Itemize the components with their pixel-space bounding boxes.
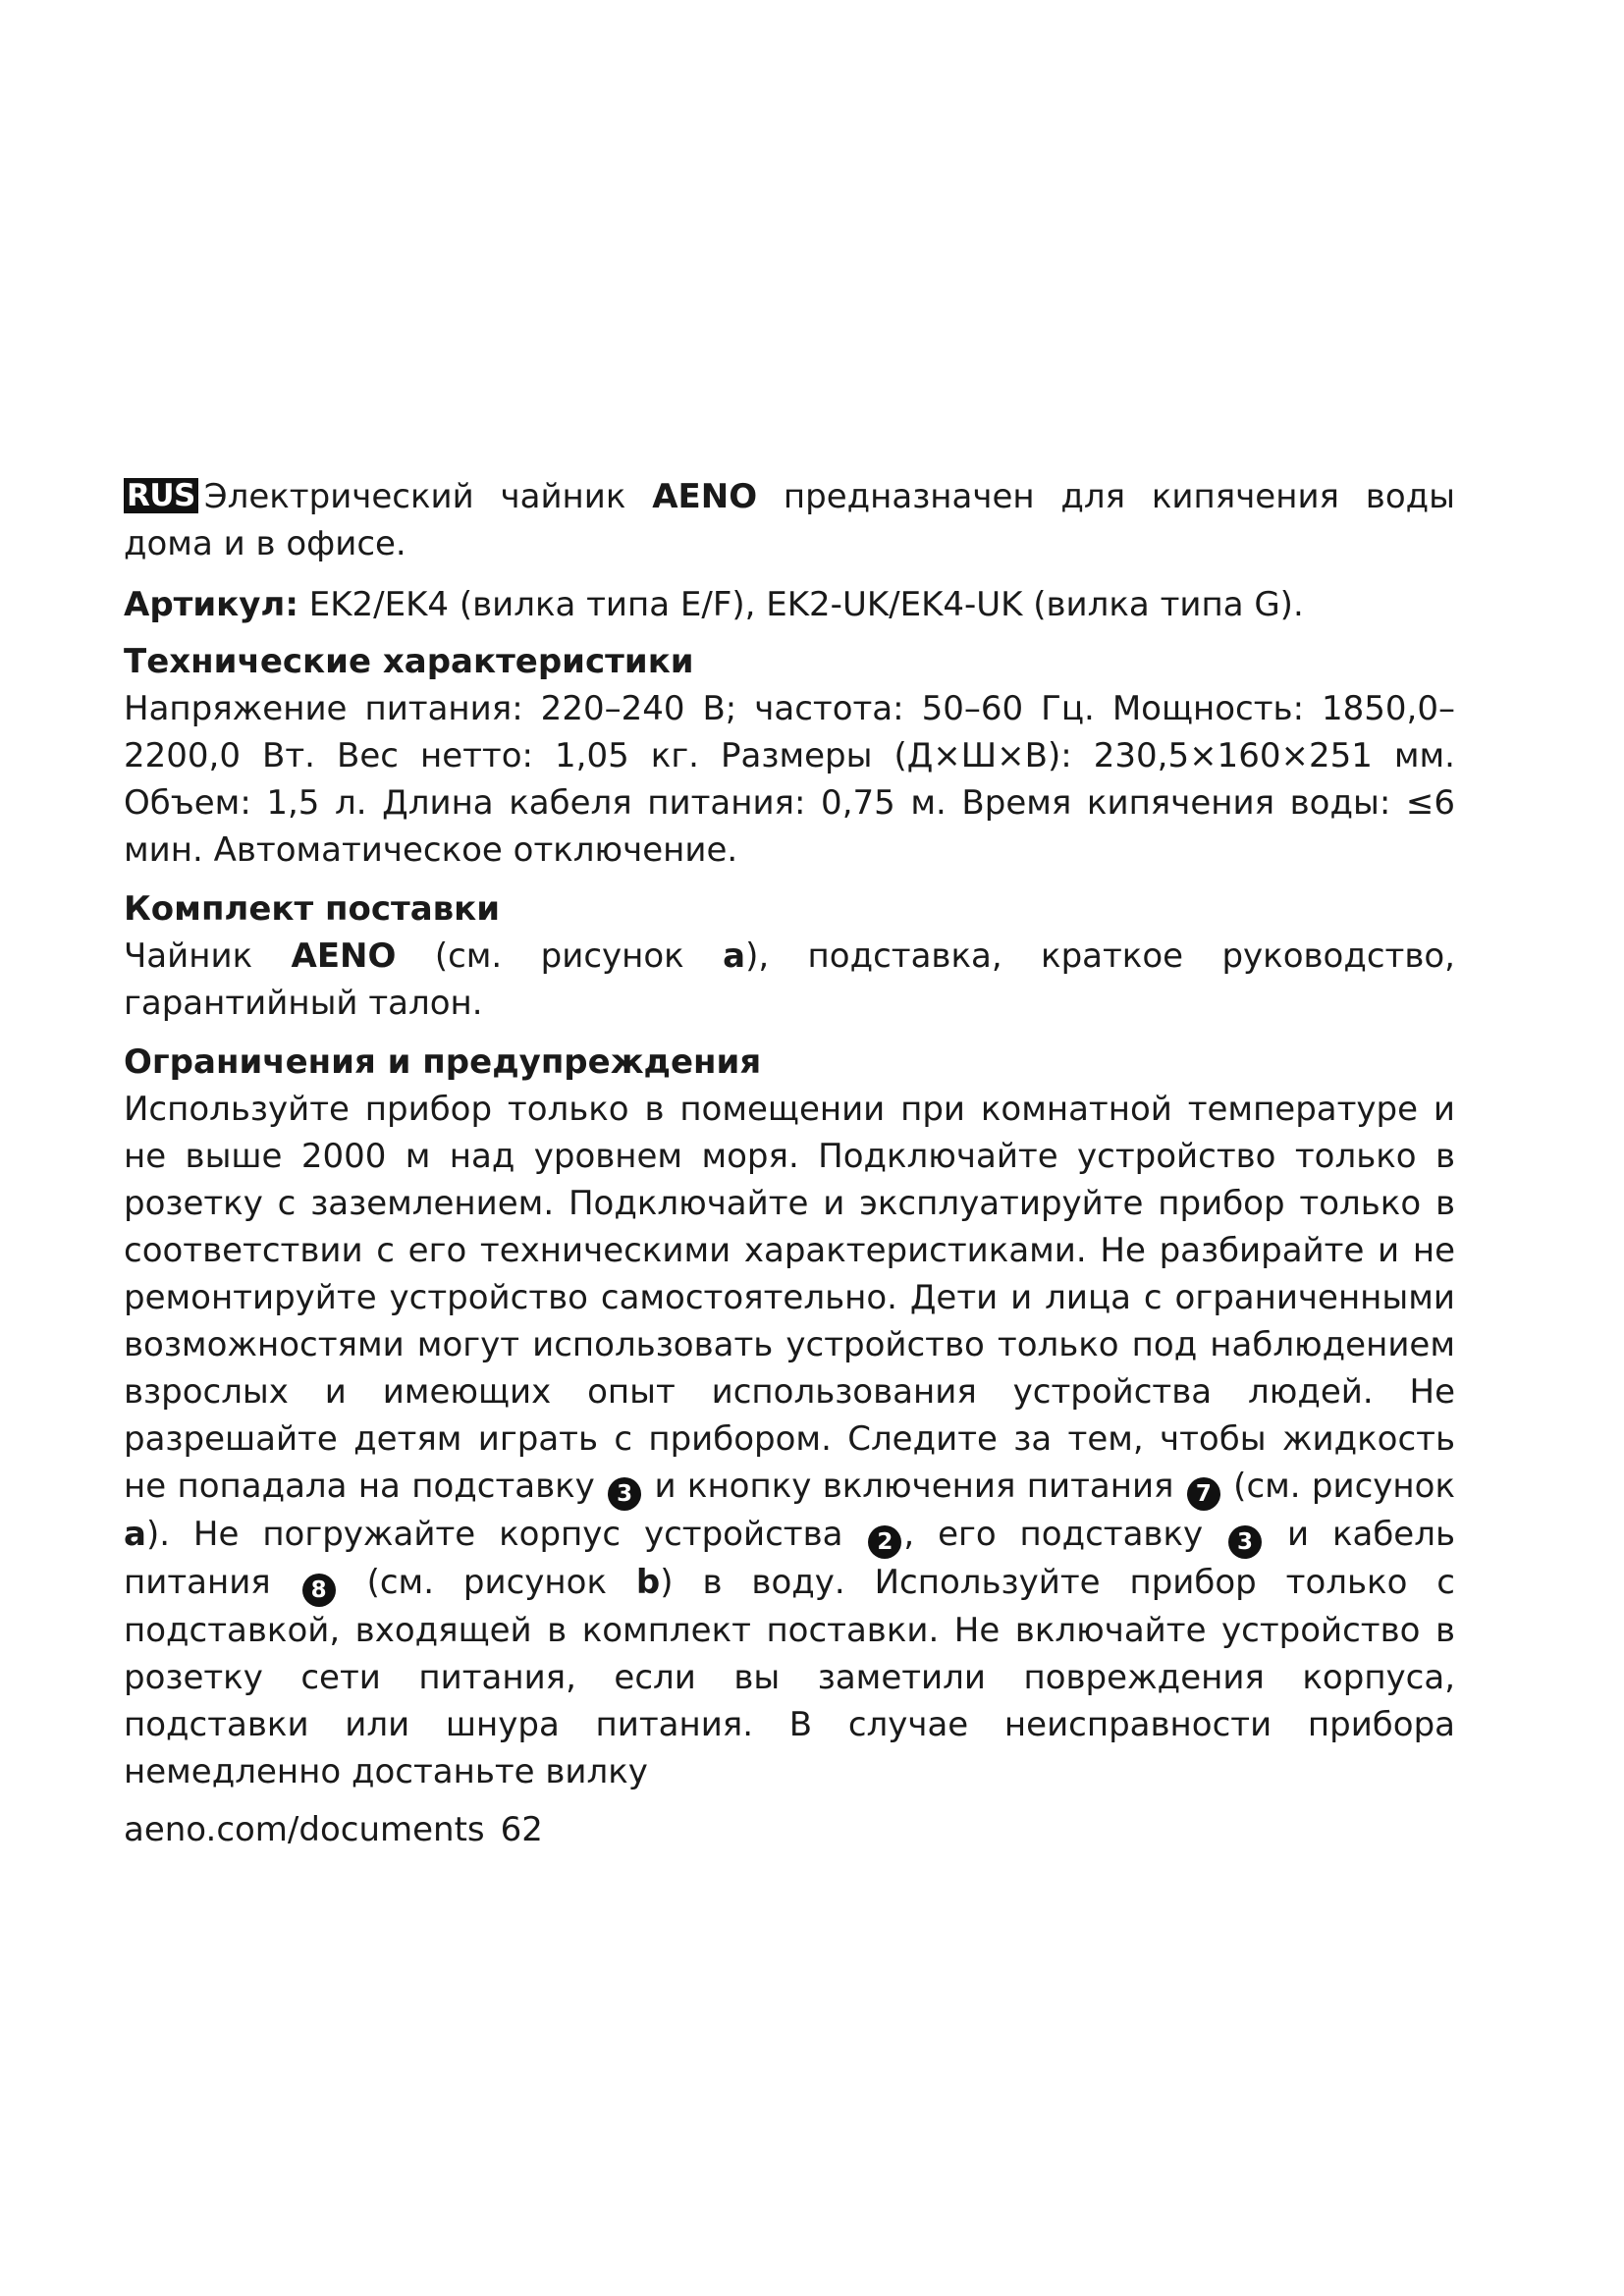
language-badge: RUS	[124, 478, 198, 513]
brand-name: AENO	[291, 936, 397, 976]
package-section	[124, 885, 1455, 1027]
figure-ref: a	[723, 936, 746, 976]
warnings-heading: Ограничения и предупреждения	[124, 1042, 762, 1082]
page-footer	[124, 1806, 543, 1853]
page-number: 62	[500, 1810, 543, 1849]
documents-link[interactable]: aeno.com/documents	[124, 1810, 485, 1849]
callout-number-icon: 3	[608, 1477, 641, 1511]
sku-paragraph	[124, 581, 1455, 628]
brand-name: AENO	[652, 477, 758, 516]
warnings-section	[124, 1039, 1455, 1795]
figure-ref: a	[124, 1515, 146, 1554]
warnings-text: Используйте прибор только в помещении при комнатной температуре и не выше 2000 м над уровнем моря. Подключайте устройство только в розетку с заземлением. Подключайте и эксплуатируйте прибор только в соответствии с его техническими характеристиками. Не разбирайте и не ремонтируйте устройство самостоятельно. Дети и лица с ограниченными возможностями могут использовать устройство только под наблюдением взрослых и имеющих опыт использования устройства людей. Не разрешайте детям играть с прибором. Следите за тем, чтобы жидкость не попадала на подставку 3 и кнопку включения питания 7 (см. рисунок a). Не погружайте корпус устройства 2 , его подставку 3 и кабель питания 8 (см. рисунок b) в воду. Используйте прибор только с подставкой, входящей в комплект поставки. Не включайте устройство в розетку сети питания, если вы заметили повреждения корпуса, подставки или шнура питания. В случае неисправности прибора немедленно достаньте вилку	[124, 1090, 1455, 1791]
sku-value: EK2/EK4 (вилка типа E/F), EK2-UK/EK4-UK (вилка типа G).	[298, 585, 1304, 624]
package-text: Чайник AENO (см. рисунок a), подставка, краткое руководство, гарантийный талон.	[124, 936, 1455, 1023]
figure-ref: b	[635, 1563, 661, 1602]
intro-paragraph: RUS Электрический чайник AENO предназначен для кипячения воды дома и в офисе.	[124, 477, 1455, 563]
callout-number-icon: 8	[302, 1574, 336, 1607]
specs-text: Напряжение питания: 220–240 В; частота: 50–60 Гц. Мощность: 1850,0–2200,0 Вт. Вес нетто: 1,05 кг. Размеры (Д×Ш×В): 230,5×160×251 мм. Объем: 1,5 л. Длина кабеля питания: 0,75 м. Время кипячения воды: ≤6 мин. Автоматическое отключение.	[124, 689, 1455, 870]
specs-section	[124, 638, 1455, 874]
specs-heading: Технические характеристики	[124, 642, 694, 681]
package-heading: Комплект поставки	[124, 889, 501, 929]
sku-label: Артикул:	[124, 585, 298, 624]
callout-number-icon: 7	[1187, 1477, 1220, 1511]
document-body	[124, 473, 1455, 1807]
callout-number-icon: 3	[1228, 1525, 1262, 1559]
callout-number-icon: 2	[868, 1525, 901, 1559]
